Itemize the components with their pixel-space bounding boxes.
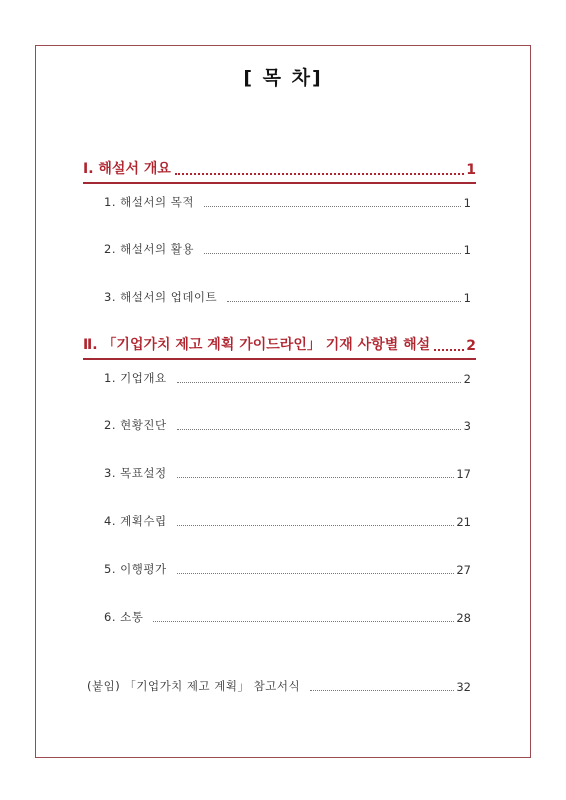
toc-title: [ 목 차] (243, 67, 323, 89)
leader-dots (177, 525, 455, 526)
appendix-page: 32 (456, 680, 471, 694)
toc-entry[interactable] (104, 370, 471, 386)
toc-appendix[interactable] (87, 678, 471, 694)
leader-dots (227, 301, 461, 302)
entry-label: 4. 계획수립 (104, 514, 167, 528)
toc-entry[interactable] (104, 513, 471, 529)
leader-dots (204, 253, 461, 254)
entry-page: 1 (463, 196, 471, 210)
entry-label: 5. 이행평가 (104, 562, 167, 576)
section-page: 2 (466, 338, 476, 354)
section-page: 1 (466, 162, 476, 178)
entry-page: 3 (463, 419, 471, 433)
toc-entry[interactable] (104, 609, 471, 625)
entry-page: 1 (463, 291, 471, 305)
toc-section-2[interactable] (83, 334, 476, 360)
leader-dots (177, 429, 461, 430)
leader-dots (204, 206, 461, 207)
toc-section-1[interactable] (83, 158, 476, 184)
toc-entry[interactable] (104, 289, 471, 305)
leader-dots (177, 477, 455, 478)
entry-page: 28 (456, 611, 471, 625)
toc-entry[interactable] (104, 241, 471, 257)
leader-dots (310, 690, 454, 691)
entry-label: 6. 소통 (104, 610, 144, 624)
entry-label: 3. 목표설정 (104, 466, 167, 480)
leader-dots (434, 349, 464, 351)
leader-dots (153, 621, 454, 622)
section-heading: Ⅰ. 해설서 개요 (83, 161, 171, 177)
appendix-label: (붙임) 「기업가치 제고 계획」 참고서식 (87, 679, 301, 693)
toc-entry[interactable] (104, 417, 471, 433)
entry-page: 21 (456, 515, 471, 529)
entry-page: 1 (463, 243, 471, 257)
leader-dots (177, 382, 461, 383)
entry-page: 2 (463, 372, 471, 386)
entry-page: 17 (456, 467, 471, 481)
page-border (35, 45, 531, 758)
toc-entry[interactable] (104, 194, 471, 210)
entry-page: 27 (456, 563, 471, 577)
toc-entry[interactable] (104, 465, 471, 481)
entry-label: 2. 현황진단 (104, 418, 167, 432)
entry-label: 2. 해설서의 활용 (104, 242, 194, 256)
entry-label: 1. 해설서의 목적 (104, 195, 194, 209)
section-heading: Ⅱ. 「기업가치 제고 계획 가이드라인」 기재 사항별 해설 (83, 337, 431, 353)
toc-entry[interactable] (104, 561, 471, 577)
entry-label: 1. 기업개요 (104, 371, 167, 385)
leader-dots (175, 173, 464, 175)
entry-label: 3. 해설서의 업데이트 (104, 290, 218, 304)
leader-dots (177, 573, 455, 574)
